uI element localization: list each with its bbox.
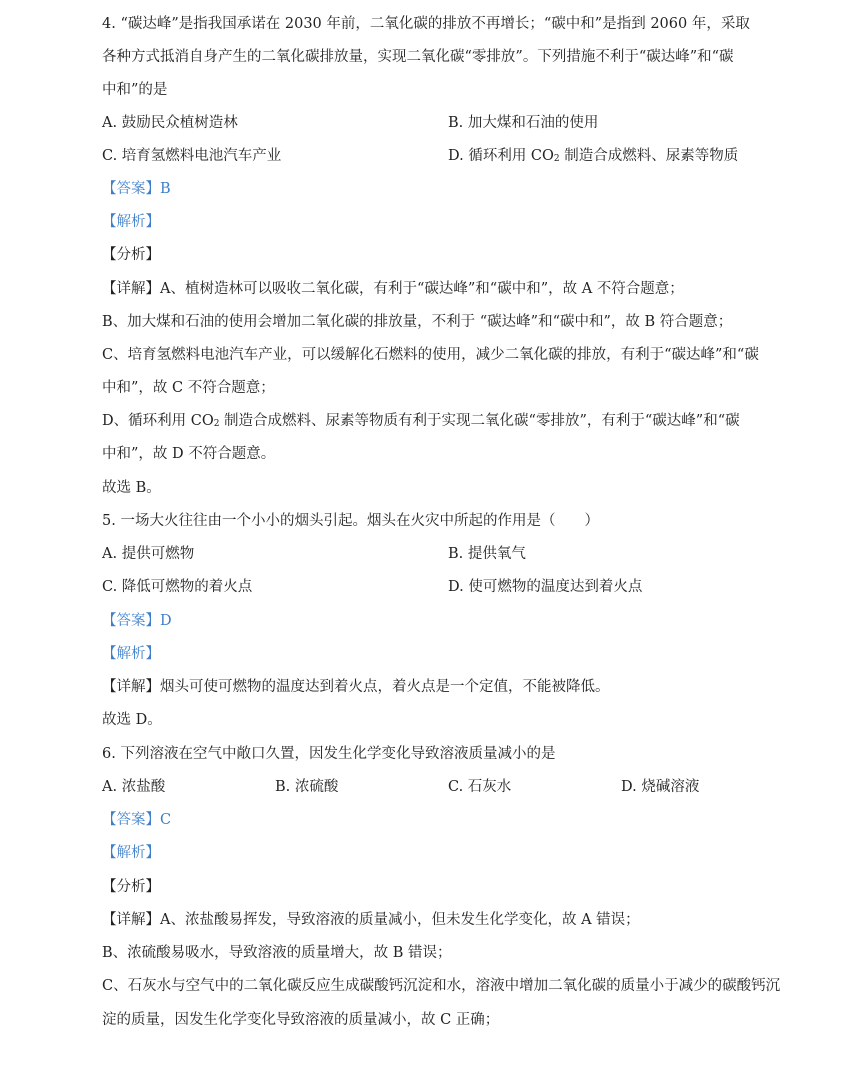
- q6-detail-line-4: 淀的质量，因发生化学变化导致溶液的质量减小，故 C 正确；: [102, 1012, 500, 1028]
- q4-detail-line-4: 中和”，故 C 不符合题意；: [102, 380, 275, 396]
- q4-option-d: [448, 146, 738, 169]
- q6-analysis-heading: 【解析】: [102, 845, 160, 861]
- q4-option-b: B. 加大煤和石油的使用: [448, 115, 599, 131]
- q6-stem: 6. 下列溶液在空气中敞口久置，因发生化学变化导致溶液质量减小的是: [102, 746, 556, 762]
- q4-detail-line-3: C、培育氢燃料电池汽车产业，可以缓解化石燃料的使用，减少二氧化碳的排放，有利于“碳达峰”和“碳: [102, 347, 759, 363]
- q5-answer: 【答案】D: [102, 613, 172, 629]
- q6-detail-line-2: B、浓硫酸易吸水，导致溶液的质量增大，故 B 错误；: [102, 945, 452, 961]
- q5-stem: 5. 一场大火往往由一个小小的烟头引起。烟头在火灾中所起的作用是（ ）: [102, 513, 599, 529]
- q4-detail-line-6: 中和”，故 D 不符合题意。: [102, 446, 276, 462]
- q5-option-d: D. 使可燃物的温度达到着火点: [448, 579, 643, 595]
- q6-option-c: C. 石灰水: [448, 779, 512, 795]
- q4-detail-subscript: 2: [213, 419, 220, 429]
- q5-analysis-heading: 【解析】: [102, 646, 160, 662]
- q6-option-a: A. 浓盐酸: [102, 779, 166, 795]
- q4-stem-line-1: 4. “碳达峰”是指我国承诺在 2030 年前，二氧化碳的排放不再增长；“碳中和”是指到 2060 年，采取: [102, 16, 750, 32]
- q6-detail-line-3: C、石灰水与空气中的二氧化碳反应生成碳酸钙沉淀和水，溶液中增加二氧化碳的质量小于减少的碳酸钙沉: [102, 978, 781, 994]
- q5-option-c: C. 降低可燃物的着火点: [102, 579, 253, 595]
- q4-option-a: A. 鼓励民众植树造林: [102, 115, 238, 131]
- q5-option-b: B. 提供氧气: [448, 546, 526, 562]
- q6-detail-line-1: 【详解】A、浓盐酸易挥发，导致溶液的质量减小，但未发生化学变化，故 A 错误；: [102, 912, 640, 928]
- q4-stem-line-3: 中和”的是: [102, 82, 168, 98]
- q4-conclusion: 故选 B。: [102, 480, 161, 496]
- q4-detail-line-1: 【详解】A、植树造林可以吸收二氧化碳，有利于“碳达峰”和“碳中和”，故 A 不符合题意；: [102, 281, 684, 297]
- q4-option-d-text: D. 循环利用 CO: [448, 148, 554, 164]
- q4-option-c: C. 培育氢燃料电池汽车产业: [102, 148, 282, 164]
- q4-detail-line-5: [102, 411, 740, 434]
- q6-fenxi-heading: 【分析】: [102, 879, 160, 895]
- q4-detail-line-2: B、加大煤和石油的使用会增加二氧化碳的排放量，不利于 “碳达峰”和“碳中和”，故 B 符合题意；: [102, 314, 733, 330]
- q6-option-b: B. 浓硫酸: [275, 779, 339, 795]
- q4-detail-line-5-text: D、循环利用 CO: [102, 413, 214, 429]
- q5-detail-line-1: 【详解】烟头可使可燃物的温度达到着火点，着火点是一个定值，不能被降低。: [102, 679, 610, 695]
- q4-option-d-subscript: 2: [553, 154, 560, 164]
- q6-answer: 【答案】C: [102, 812, 172, 828]
- q4-fenxi-heading: 【分析】: [102, 247, 160, 263]
- q4-option-d-text-rest: 制造合成燃料、尿素等物质: [559, 148, 739, 164]
- q6-option-d: D. 烧碱溶液: [621, 779, 700, 795]
- q4-stem-line-2: 各种方式抵消自身产生的二氧化碳排放量，实现二氧化碳“零排放”。下列措施不利于“碳达峰”和“碳: [102, 49, 734, 65]
- q4-analysis-heading: 【解析】: [102, 214, 160, 230]
- q4-answer: 【答案】B: [102, 181, 171, 197]
- q5-option-a: A. 提供可燃物: [102, 546, 195, 562]
- q4-detail-line-5-rest: 制造合成燃料、尿素等物质有利于实现二氧化碳“零排放”，有利于“碳达峰”和“碳: [219, 413, 740, 429]
- q5-conclusion: 故选 D。: [102, 712, 162, 728]
